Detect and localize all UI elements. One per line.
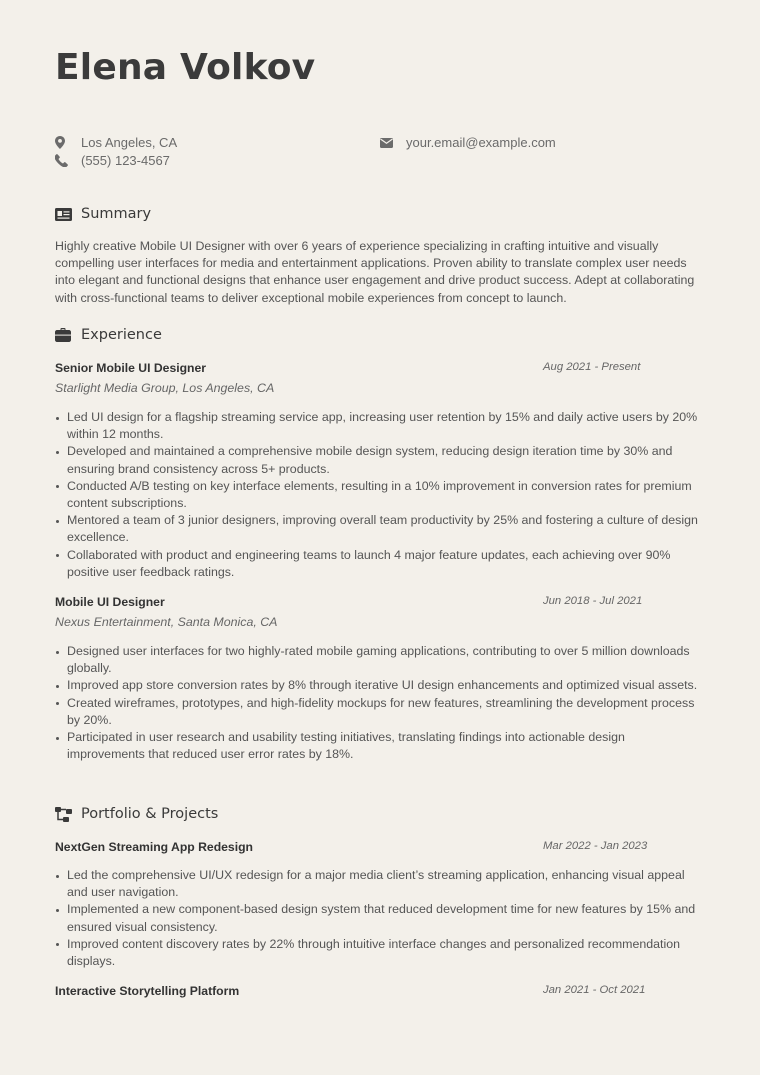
phone-text: (555) 123-4567 (81, 153, 170, 168)
project-dates: Mar 2022 - Jan 2023 (543, 840, 648, 852)
job-entry (55, 595, 705, 763)
id-card-icon (55, 208, 81, 221)
list-item: Created wireframes, prototypes, and high-fidelity mockups for new features, streamlining the development process by 20%. (55, 695, 705, 729)
experience-heading-text: Experience (81, 327, 162, 343)
candidate-name: Elena Volkov (55, 47, 316, 88)
list-item: Improved content discovery rates by 22% through intuitive interface changes and personalized recommendation displays. (55, 936, 705, 970)
portfolio-heading-text: Portfolio & Projects (81, 806, 219, 822)
job-company: Nexus Entertainment, Santa Monica, CA (55, 615, 278, 629)
list-item: Mentored a team of 3 junior designers, improving overall team productivity by 25% and fostering a culture of design excellence. (55, 512, 705, 546)
email-text[interactable]: your.email@example.com (406, 135, 556, 150)
project-entry (55, 840, 705, 970)
summary-text: Highly creative Mobile UI Designer with over 6 years of experience specializing in crafting intuitive and visually compelling user interfaces for media and entertainment applications. Proven ability to translate complex user needs into elegant and functional designs that enhance user engagement and drive product success. Adept at collaborating with cross-functional teams to deliver exceptional mobile experiences from concept to launch. (55, 239, 695, 305)
contact-phone (55, 153, 170, 168)
list-item: Developed and maintained a comprehensive mobile design system, reducing design iteration time by 30% and ensuring brand consistency across 5+ products. (55, 443, 705, 477)
contact-email[interactable] (380, 135, 556, 150)
job-bullets (55, 643, 705, 763)
list-item: Conducted A/B testing on key interface elements, resulting in a 10% improvement in conversion rates for premium content subscriptions. (55, 478, 705, 512)
summary-heading-text: Summary (81, 206, 152, 222)
sitemap-icon (55, 807, 81, 822)
list-item: Led the comprehensive UI/UX redesign for a major media client’s streaming application, enhancing visual appeal and user navigation. (55, 867, 705, 901)
project-title: NextGen Streaming App Redesign (55, 840, 253, 854)
list-item: Led UI design for a flagship streaming service app, increasing user retention by 15% and daily active users by 20% within 12 months. (55, 409, 705, 443)
phone-icon (55, 154, 81, 167)
list-item: Implemented a new component-based design system that reduced development time for new features by 15% and ensured visual consistency. (55, 901, 705, 935)
list-item: Designed user interfaces for two highly-rated mobile gaming applications, contributing to over 5 million downloads globally. (55, 643, 705, 677)
list-item: Improved app store conversion rates by 8% through iterative UI design enhancements and optimized visual assets. (55, 677, 705, 694)
summary-heading (55, 206, 151, 222)
briefcase-icon (55, 328, 81, 342)
list-item: Participated in user research and usability testing initiatives, translating findings into actionable design improvements that reduced user error rates by 18%. (55, 729, 705, 763)
job-title: Mobile UI Designer (55, 595, 165, 609)
job-company: Starlight Media Group, Los Angeles, CA (55, 381, 275, 395)
project-bullets (55, 867, 705, 970)
map-pin-icon (55, 136, 81, 149)
contact-location (55, 135, 177, 150)
contact-info (55, 135, 705, 175)
envelope-icon (380, 138, 406, 148)
portfolio-heading (55, 806, 218, 822)
job-entry (55, 361, 705, 581)
job-bullets (55, 409, 705, 581)
experience-heading (55, 327, 162, 343)
project-title: Interactive Storytelling Platform (55, 984, 240, 998)
project-entry (55, 984, 705, 998)
list-item: Collaborated with product and engineering teams to launch 4 major feature updates, each achieving over 90% positive user feedback ratings. (55, 547, 705, 581)
location-text: Los Angeles, CA (81, 135, 178, 150)
job-dates: Aug 2021 - Present (543, 361, 641, 373)
job-title: Senior Mobile UI Designer (55, 361, 207, 375)
project-dates: Jan 2021 - Oct 2021 (543, 984, 646, 996)
job-dates: Jun 2018 - Jul 2021 (543, 595, 643, 607)
